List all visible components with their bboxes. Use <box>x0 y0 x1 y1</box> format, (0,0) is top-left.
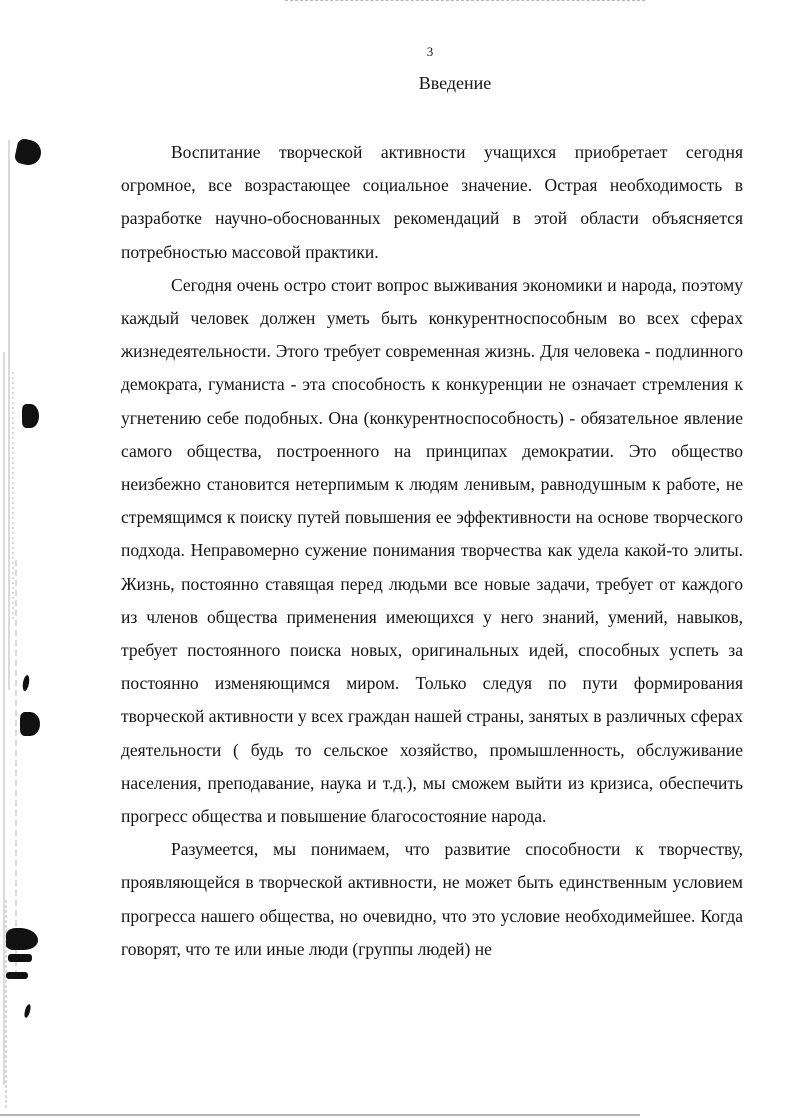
scan-mark <box>6 928 38 950</box>
scan-mark <box>22 404 39 428</box>
scan-mark <box>8 954 32 962</box>
paragraph-1: Воспитание творческой активности учащихся приобретает сегодня огромное, все возрастающее социальное значение. Острая необходимость в разработке научно-обоснованных рекомендаций в этой области объясняется потребностью массовой практики. <box>121 142 743 262</box>
page-title: Введение <box>418 73 492 93</box>
paragraph-2: Сегодня очень остро стоит вопрос выживания экономики и народа, поэтому каждый человек должен уметь быть конкурентноспособным во всех сферах жизнедеятельности. Этого требует современная жизнь. Для человека - подлинного демократа, гуманиста - эта способность к конкуренции не означает стремления к угнетению себе подобных. Она (конкурентноспособность) - обязательное явление самого общества, построенного на принципах демократии. Это общество неизбежно становится нетерпимым к людям ленивым, равнодушным к работе, не стремящимся к поиску путей повышения ее эффективности на основе творческого подхода. Неправомерно сужение понимания творчества как удела какой-то элиты. Жизнь, постоянно ставящая перед людьми все новые задачи, требует от каждого из членов общества применения имеющихся у него знаний, умений, навыков, требует постоянного поиска новых, оригинальных идей, способных успеть за постоянно изменяющимся миром. Только следуя по пути формирования творческой активности у всех граждан нашей страны, занятых в различных сферах деятельности ( будь то сельское хозяйство, промышленность, обслуживание населения, преподавание, наука и т.д.), мы сможем выйти из кризиса, обеспечить прогресс общества и повышение благосостояние народа. <box>121 274 743 827</box>
paragraph-3: Разумеется, мы понимаем, что развитие способности к творчеству, проявляющейся в творческой активности, не может быть единственным условием прогресса нашего общества, но очевидно, что это условие необходимейшее. Когда говорят, что те или иные люди (группы людей) не <box>121 839 743 959</box>
page-number: 3 <box>426 44 434 59</box>
scan-binding-edge <box>0 0 52 1120</box>
top-scan-line <box>285 0 645 1</box>
scan-mark <box>20 712 40 736</box>
bottom-scan-line <box>0 1114 640 1116</box>
scan-mark <box>6 972 28 979</box>
body-text <box>121 136 743 966</box>
